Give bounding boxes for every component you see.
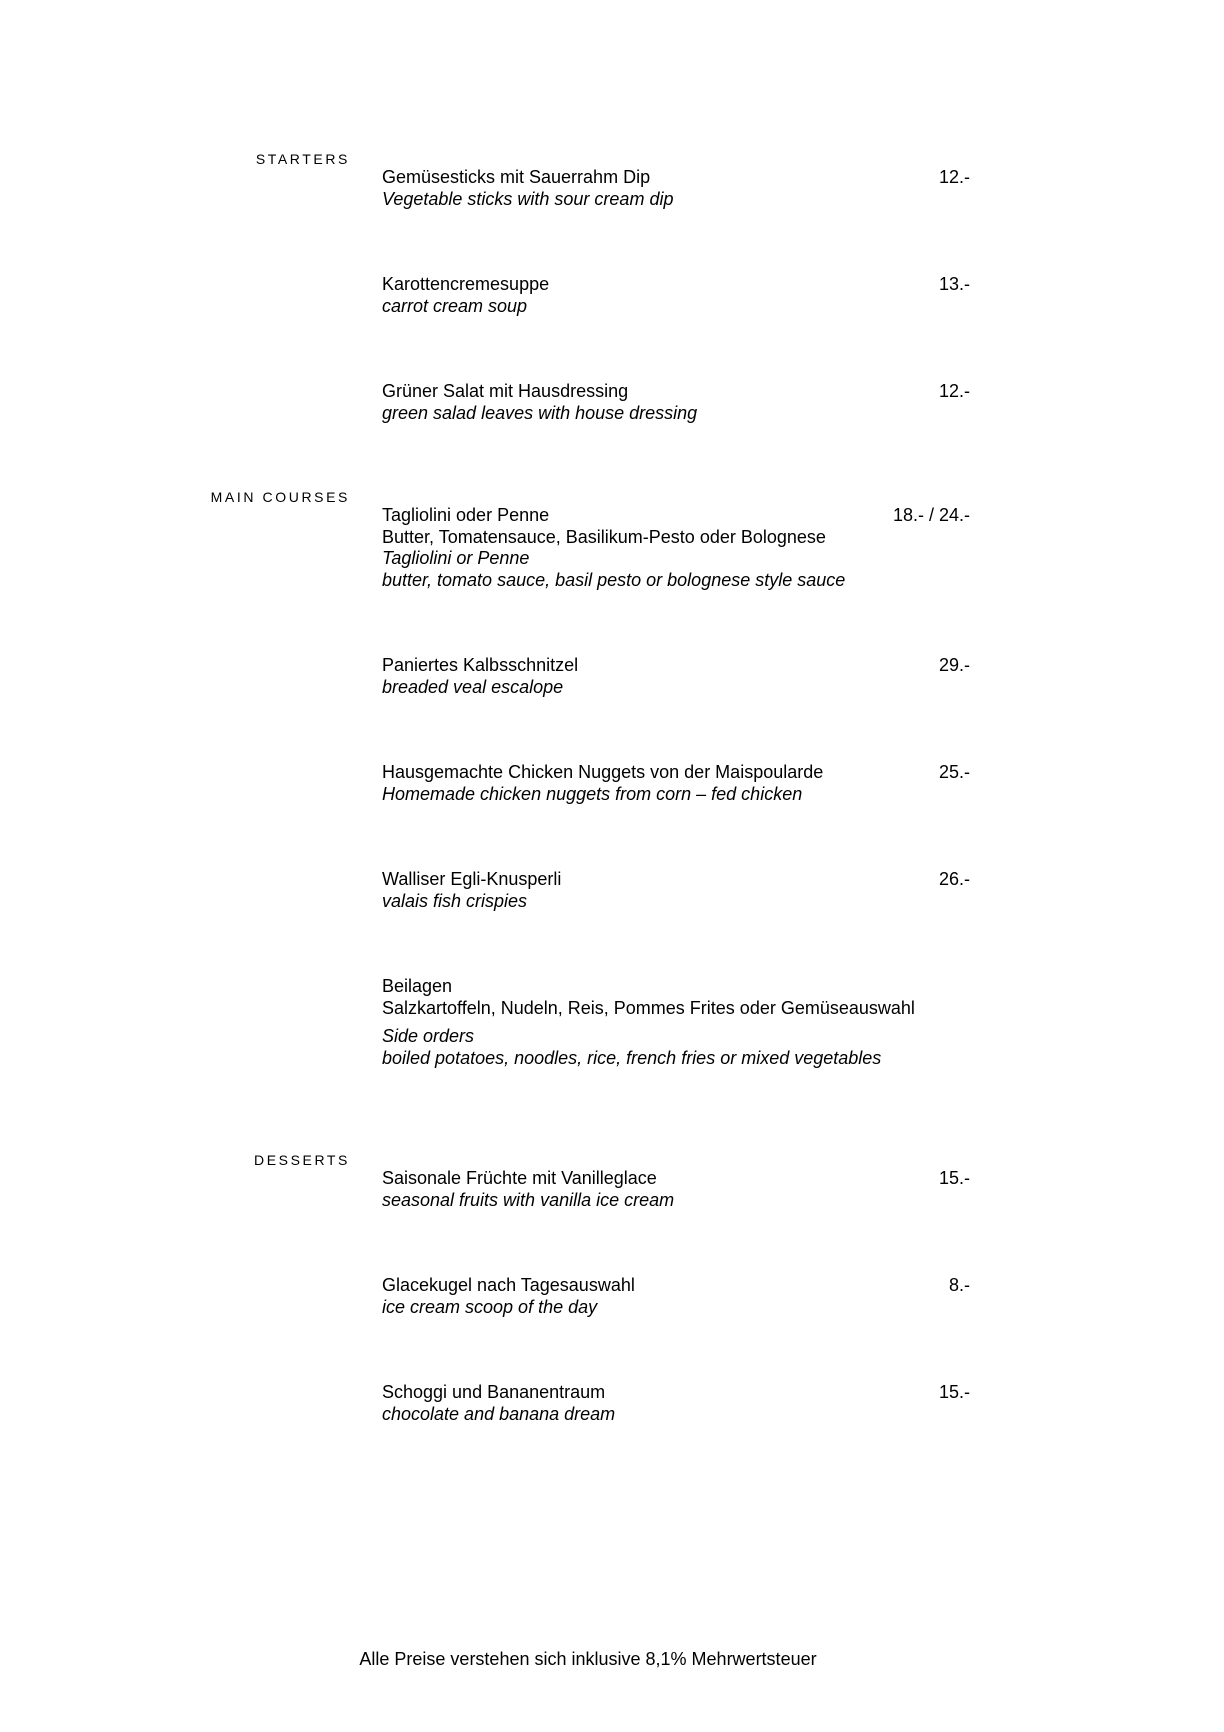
item-name-de: Hausgemachte Chicken Nuggets von der Maispoularde [382,762,824,782]
item-description-de: Butter, Tomatensauce, Basilikum-Pesto oder Bolognese [382,526,826,547]
item-description-en: butter, tomato sauce, basil pesto or bolognese style sauce [382,569,846,590]
item-price: 12.- [938,381,970,401]
item-price: 15.- [938,1168,970,1188]
item-description-de: Salzkartoffeln, Nudeln, Reis, Pommes Frites oder Gemüseauswahl [382,997,915,1018]
item-price: 8.- [948,1275,970,1295]
menu-item [382,167,970,210]
item-price: 18.- / 24.- [892,505,970,525]
item-price: 29.- [938,655,970,675]
menu-item [382,381,970,424]
menu-item [382,505,970,591]
item-name-en: ice cream scoop of the day [382,1296,598,1317]
item-name-de: Schoggi und Bananentraum [382,1382,606,1402]
item-name-de: Saisonale Früchte mit Vanilleglace [382,1168,657,1188]
item-name-en: valais fish crispies [382,890,528,911]
item-name-de: Glacekugel nach Tagesauswahl [382,1275,635,1295]
item-price: 26.- [938,869,970,889]
section-label-starters: STARTERS [255,151,350,167]
item-name-en: Tagliolini or Penne [382,548,530,568]
item-description-en: boiled potatoes, noodles, rice, french fries or mixed vegetables [382,1047,882,1068]
menu-item [382,762,970,805]
menu-item [382,274,970,317]
item-name-en: Side orders [382,1026,475,1046]
section-label-desserts: DESSERTS [253,1152,350,1168]
item-name-en: green salad leaves with house dressing [382,402,698,423]
menu-item [382,1168,970,1211]
item-name-de: Walliser Egli-Knusperli [382,869,562,889]
item-price: 13.- [938,274,970,294]
item-name-en: seasonal fruits with vanilla ice cream [382,1189,675,1210]
item-name-de: Tagliolini oder Penne [382,505,550,525]
section-label-main-courses: MAIN COURSES [210,489,350,505]
item-name-de: Grüner Salat mit Hausdressing [382,381,629,401]
item-name-en: chocolate and banana dream [382,1403,616,1424]
menu-item [382,1275,970,1318]
menu-item [382,869,970,912]
item-price: 12.- [938,167,970,187]
item-name-en: breaded veal escalope [382,676,564,697]
item-name-de: Beilagen [382,976,453,996]
menu-item [382,655,970,698]
vat-footer-note: Alle Preise verstehen sich inklusive 8,1% Mehrwertsteuer [359,1649,817,1669]
item-name-en: Vegetable sticks with sour cream dip [382,188,674,209]
side-orders-item [382,976,970,1069]
item-price: 25.- [938,762,970,782]
item-name-en: Homemade chicken nuggets from corn – fed chicken [382,783,803,804]
item-name-en: carrot cream soup [382,295,528,316]
item-name-de: Karottencremesuppe [382,274,550,294]
item-name-de: Gemüsesticks mit Sauerrahm Dip [382,167,651,187]
item-name-de: Paniertes Kalbsschnitzel [382,655,579,675]
item-price: 15.- [938,1382,970,1402]
menu-item [382,1382,970,1425]
